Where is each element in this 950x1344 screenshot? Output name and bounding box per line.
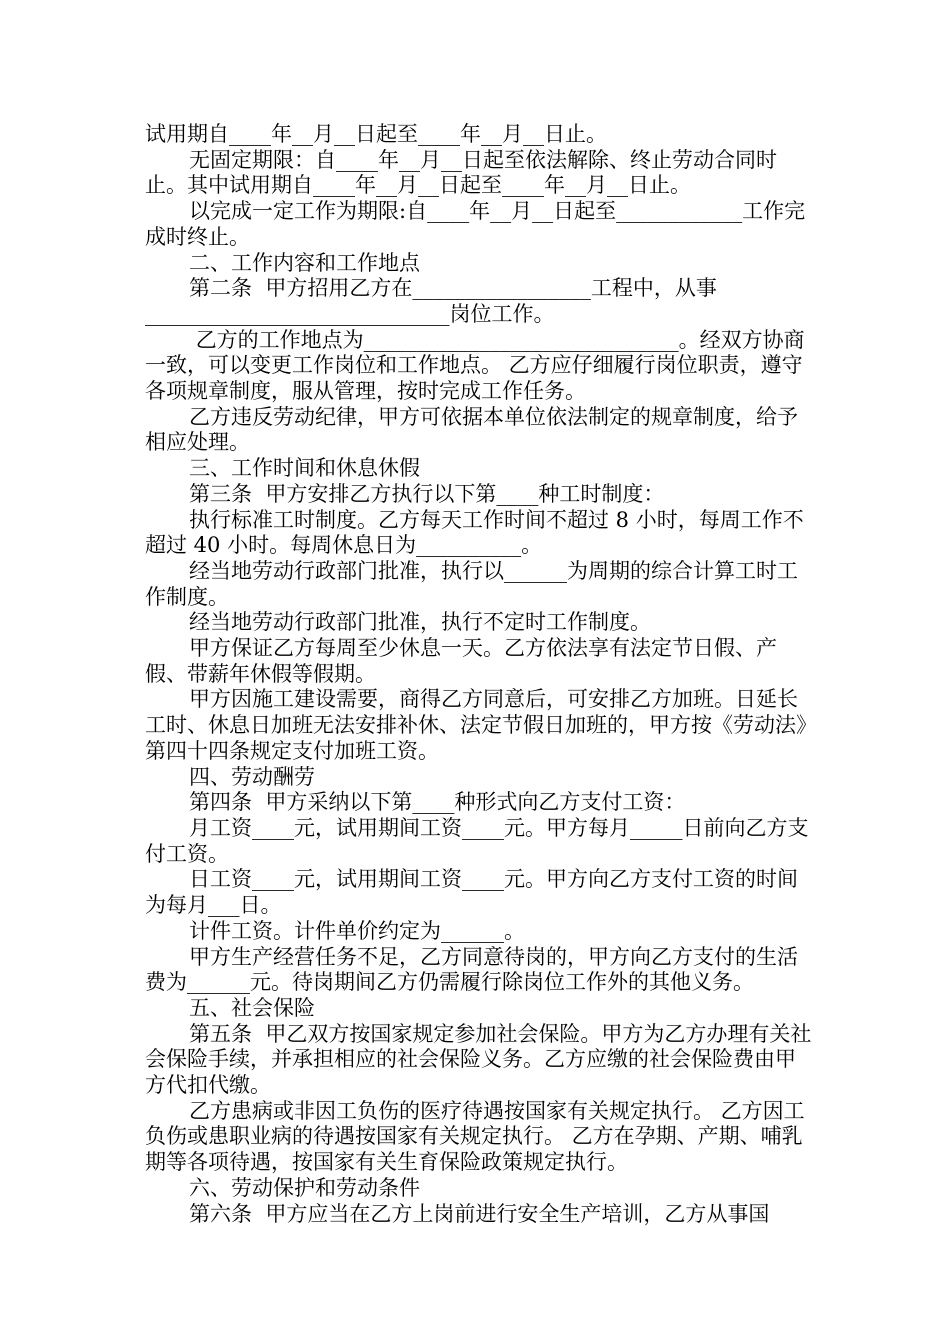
paragraph: 甲方生产经营任务不足，乙方同意待岗的，甲方向乙方支付的生活费为______元。待岗期间乙方仍需履行除岗位工作外的其他义务。 — [145, 944, 798, 995]
paragraph: 乙方患病或非因工负伤的医疗待遇按国家有关规定执行。 乙方因工负伤或患职业病的待遇按国家有关规定执行。 乙方在孕期、产期、哺乳期等各项待遇，按国家有关生育保险政策规定执行。 — [145, 1098, 805, 1175]
paragraph: 以完成一定工作为期限:自____年__月__日起至____________工作完成时终止。 — [145, 199, 806, 249]
paragraph: 第二条 甲方招用乙方在_________________工程中，从事_____________________________岗位工作。 — [145, 276, 717, 326]
contract-text — [145, 122, 815, 1227]
paragraph: 经当地劳动行政部门批准，执行以______为周期的综合计算工时工作制度。 — [145, 558, 798, 609]
paragraph: 甲方保证乙方每周至少休息一天。乙方依法享有法定节日假、产假、带薪年休假等假期。 — [145, 636, 777, 686]
paragraph: 无固定期限：自____年__月__日起至依法解除、终止劳动合同时止。其中试用期自____年__月__日起至____年__月__日止。 — [145, 147, 777, 198]
paragraph: 三、工作时间和休息休假 — [189, 456, 420, 481]
paragraph: 执行标准工时制度。乙方每天工作时间不超过 8 小时，每周工作不超过 40 小时。每周休息日为__________。 — [145, 507, 804, 558]
paragraph: 试用期自____年__月__日起至____年__月__日止。 — [145, 122, 607, 146]
paragraph: 月工资____元，试用期间工资____元。甲方每月_____日前向乙方支付工资。 — [145, 815, 809, 866]
paragraph: 经当地劳动行政部门批准，执行不定时工作制度。 — [189, 610, 651, 635]
paragraph: 五、社会保险 — [189, 995, 315, 1020]
paragraph: 乙方违反劳动纪律，甲方可依据本单位依法制定的规章制度，给予相应处理。 — [145, 404, 798, 455]
paragraph: 四、劳动酬劳 — [189, 764, 315, 789]
paragraph: 六、劳动保护和劳动条件 — [189, 1175, 420, 1200]
paragraph: 第六条 甲方应当在乙方上岗前进行安全生产培训，乙方从事国 — [189, 1201, 770, 1226]
paragraph: 乙方的工作地点为______________________________。经双方协商一致，可以变更工作岗位和工作地点。 乙方应仔细履行岗位职责，遵守各项规章制度，服从管理，按时完成工作任务。 — [145, 327, 805, 404]
paragraph: 第五条 甲乙双方按国家规定参加社会保险。甲方为乙方办理有关社会保险手续，并承担相应的社会保险义务。乙方应缴的社会保险费由甲方代扣代缴。 — [145, 1021, 812, 1098]
paragraph: 第三条 甲方安排乙方执行以下第____种工时制度： — [189, 481, 665, 506]
paragraph: 甲方因施工建设需要，商得乙方同意后，可安排乙方加班。日延长工时、休息日加班无法安排补休、法定节假日加班的，甲方按《劳动法》第四十四条规定支付加班工资。 — [145, 687, 807, 763]
paragraph: 第四条 甲方采纳以下第____种形式向乙方支付工资： — [189, 790, 686, 815]
paragraph: 日工资____元，试用期间工资____元。甲方向乙方支付工资的时间为每月___日。 — [145, 867, 798, 918]
paragraph: 二、工作内容和工作地点 — [189, 250, 420, 275]
paragraph: 计件工资。计件单价约定为______。 — [189, 918, 525, 943]
